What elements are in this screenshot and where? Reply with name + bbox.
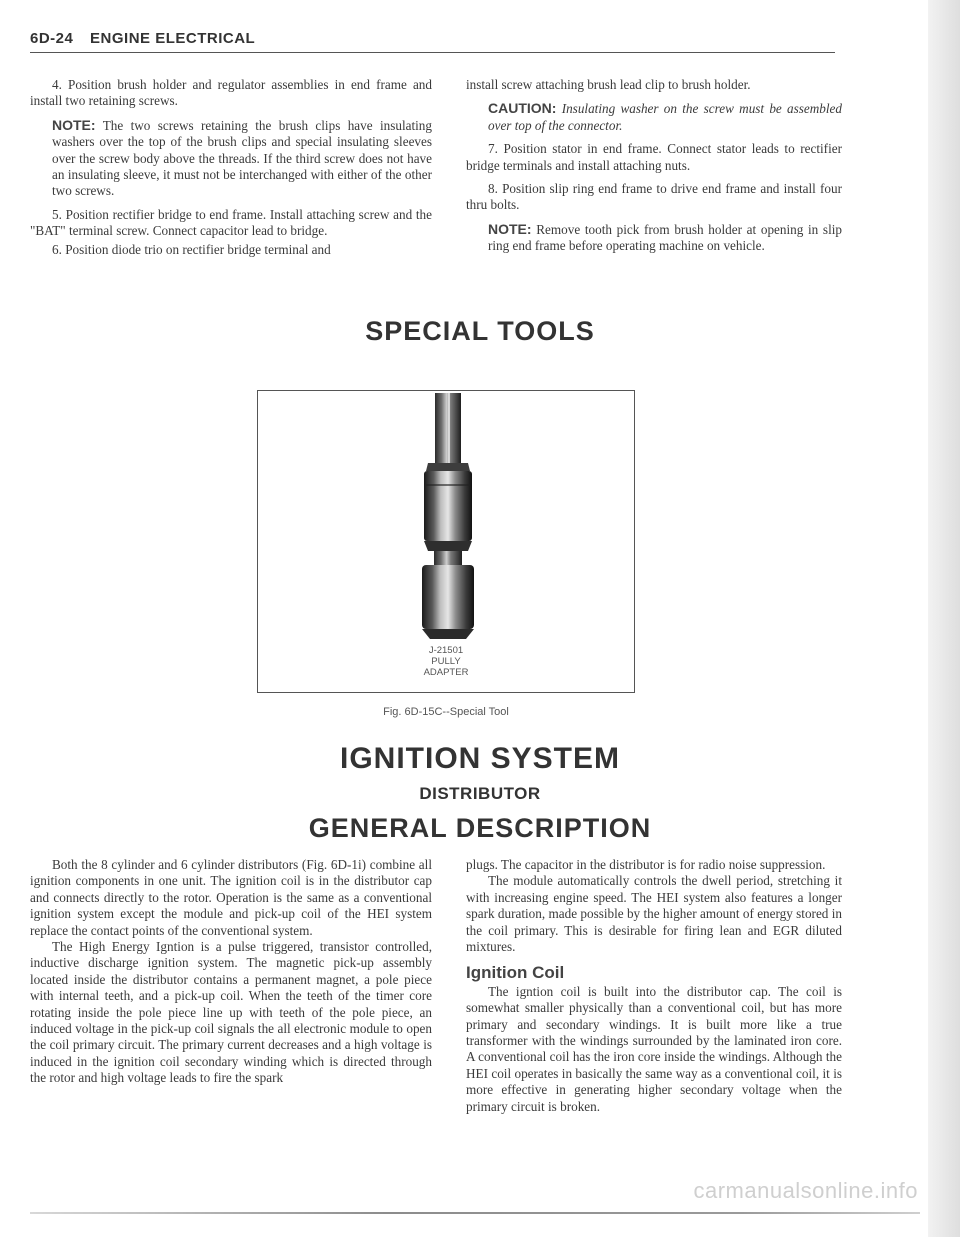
right-column-instructions <box>466 77 842 262</box>
description-paragraph-2: The High Energy Igntion is a pulse triggered, transistor controlled, inductive discharge ignition system. The magnetic pick-up assembly located inside the distributor contains a permanent magnet, a pole piece with internal teeth, and a pick-up coil. When the teeth of the timer core rotating inside the pole piece line up with teeth of the pole piece, an induced voltage in the pick-up coil signals the all electronic module to open the coil primary circuit. The primary current decreases and a high voltage is induced in the ignition coil secondary winding which is directed through the rotor and high voltage leads to fire the spark <box>30 939 432 1086</box>
tool-name-line-2: ADAPTER <box>423 667 469 678</box>
watermark: carmanualsonline.info <box>693 1178 918 1203</box>
description-paragraph-3: The module automatically controls the dwell period, stretching it with increasing engine speed. The HEI system also features a longer spark duration, made possible by the higher amount of energy stored in the coil primary. This is desirable for firing lean and EGR diluted mixtures. <box>466 873 842 955</box>
caution-text: Insulating washer on the screw must be assembled over top of the connector. <box>488 101 842 133</box>
tool-number: J-21501 <box>428 645 464 656</box>
step-8: 8. Position slip ring end frame to drive end frame and install four thru bolts. <box>466 181 842 213</box>
step-5: 5. Position rectifier bridge to end frame. Install attaching screw and the "BAT" terminal screw. Connect capacitor lead to bridge. <box>30 206 432 239</box>
page-header <box>30 30 835 53</box>
step-4: 4. Position brush holder and regulator assemblies in end frame and install two retaining screws. <box>30 77 432 109</box>
note-1 <box>30 117 432 200</box>
general-description-heading: GENERAL DESCRIPTION <box>308 813 652 843</box>
bottom-rule <box>30 1212 920 1214</box>
note-text: The two screws retaining the brush clips have insulating washers over the top of the brush clips and special insulating sleeves over the screw body above the threads. If the third screw does not have an insulating sleeve, it must not be interchanged with either of the other two screws. <box>52 117 432 199</box>
ignition-coil-subheading: Ignition Coil <box>466 963 565 983</box>
description-paragraph-1: Both the 8 cylinder and 6 cylinder distributors (Fig. 6D-1i) combine all ignition components in one unit. The ignition coil is in the distributor cap and connects directly to the rotor. Operation is the same as a conventional ignition system except the module and pick-up coil of the HEI system replace the contact points of the conventional system. <box>30 857 432 938</box>
ignition-system-heading: IGNITION SYSTEM <box>339 742 621 775</box>
figure-caption: Fig. 6D-15C--Special Tool <box>383 706 509 718</box>
step-6-continued: install screw attaching brush lead clip to brush holder. <box>466 77 751 92</box>
note-label: NOTE: <box>52 116 96 133</box>
caution-label: CAUTION: <box>488 100 557 117</box>
page-edge-shadow <box>928 0 960 1237</box>
special-tool-figure <box>257 390 635 693</box>
tool-name-line-1: PULLY <box>431 656 461 667</box>
step-6: 6. Position diode trio on rectifier bridge terminal and <box>52 241 331 257</box>
description-paragraph-1-continued: plugs. The capacitor in the distributor is for radio noise suppression. <box>466 857 826 872</box>
section-title: ENGINE ELECTRICAL <box>90 30 256 47</box>
step-7: 7. Position stator in end frame. Connect stator leads to rectifier bridge terminals and install attaching nuts. <box>466 141 842 173</box>
note-label: NOTE: <box>488 220 532 237</box>
left-column-instructions <box>30 77 432 265</box>
caution <box>466 100 842 134</box>
note-text: Remove tooth pick from brush holder at opening in slip ring end frame before operating machine on vehicle. <box>488 221 842 254</box>
page-number: 6D-24 <box>30 30 74 47</box>
ignition-coil-paragraph: The igntion coil is built into the distributor cap. The coil is somewhat smaller physically than a conventional coil, but has more primary and secondary windings. It is built more like a true transformer with the windings surrounded by the laminated iron core. A conventional coil has the iron core inside the windings. Although the HEI coil operates in basically the same way as a conventional coil, it is more effective in generating higher secondary voltage when the primary circuit is broken. <box>466 983 842 1114</box>
note-2 <box>466 221 842 255</box>
special-tools-heading: SPECIAL TOOLS <box>365 316 595 346</box>
tool-label <box>258 645 634 678</box>
description-left-column <box>30 857 432 1094</box>
distributor-heading: DISTRIBUTOR <box>419 784 541 803</box>
pulley-adapter-illustration <box>258 391 633 641</box>
description-right-column <box>466 857 842 1122</box>
